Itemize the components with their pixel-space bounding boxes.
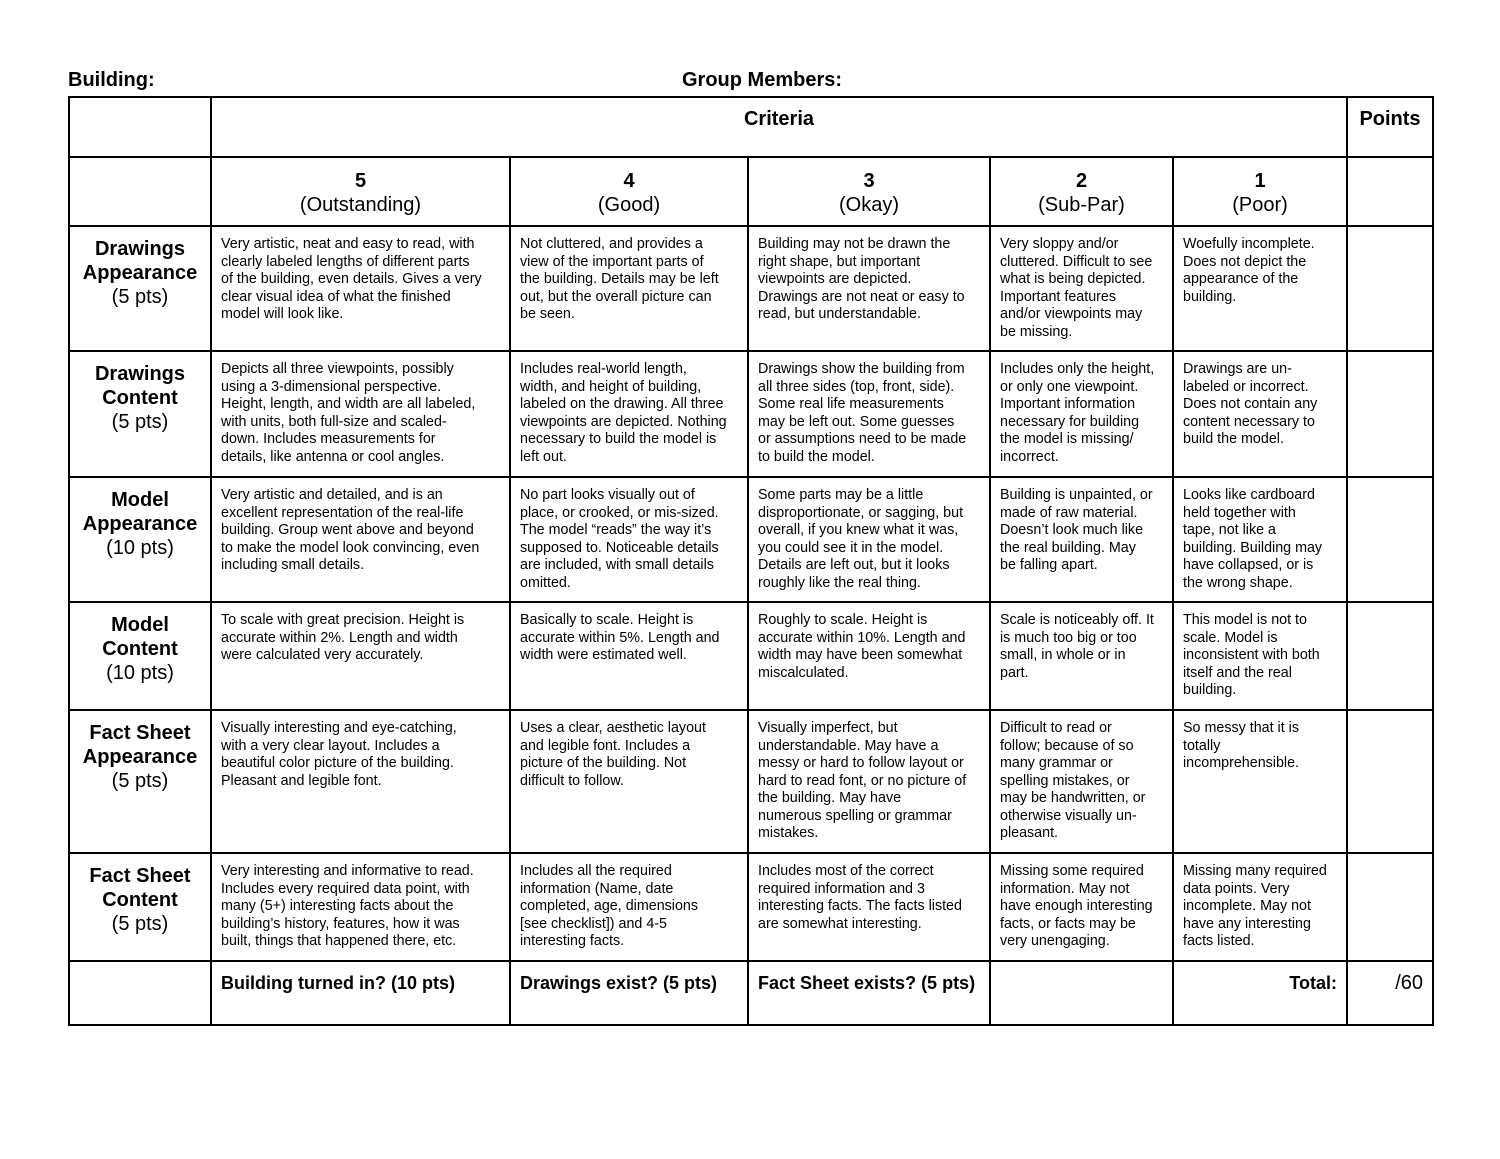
points-cell[interactable] bbox=[1347, 853, 1433, 961]
criterion-title: Fact Sheet Appearance bbox=[82, 722, 198, 768]
level-score: 3 bbox=[863, 170, 875, 192]
total-label: Total: bbox=[1173, 961, 1347, 1025]
criterion-label bbox=[69, 226, 211, 351]
fact-sheet-exists: Fact Sheet exists? (5 pts) bbox=[748, 961, 990, 1025]
criterion-description: Difficult to read or follow; because of so many grammar or spelling mistakes, or may be handwritten, or otherwise visually un- pleasant. bbox=[990, 710, 1173, 853]
rubric-row bbox=[69, 477, 1433, 602]
criterion-description: Woefully incomplete. Does not depict the appearance of the building. bbox=[1173, 226, 1347, 351]
criterion-description: Very artistic, neat and easy to read, with clearly labeled lengths of different parts of the building, even details. Gives a very clear visual idea of what the finished model will look like. bbox=[211, 226, 510, 351]
points-cell[interactable] bbox=[1347, 477, 1433, 602]
criterion-description: Basically to scale. Height is accurate within 5%. Length and width were estimated well. bbox=[510, 602, 748, 710]
rubric-row bbox=[69, 853, 1433, 961]
rubric-table bbox=[68, 96, 1434, 1026]
criterion-description: This model is not to scale. Model is inconsistent with both itself and the real building. bbox=[1173, 602, 1347, 710]
criterion-description: Depicts all three viewpoints, possibly using a 3-dimensional perspective. Height, length, and width are all labeled, with units, both full-size and scaled- down. Includes measurements for details, like antenna or cool angles. bbox=[211, 351, 510, 477]
criterion-description: Drawings show the building from all three sides (top, front, side). Some real life measurements may be left out. Some guesses or assumptions need to be made to build the model. bbox=[748, 351, 990, 477]
criterion-description: Building is unpainted, or made of raw material. Doesn’t look much like the real building. May be falling apart. bbox=[990, 477, 1173, 602]
criterion-points: (5 pts) bbox=[111, 913, 169, 935]
criterion-points: (5 pts) bbox=[111, 286, 169, 308]
total-value: /60 bbox=[1347, 961, 1433, 1025]
building-turned-in: Building turned in? (10 pts) bbox=[211, 961, 510, 1025]
criterion-points: (10 pts) bbox=[106, 537, 174, 559]
level-header bbox=[211, 157, 510, 226]
criterion-description: Scale is noticeably off. It is much too big or too small, in whole or in part. bbox=[990, 602, 1173, 710]
criterion-label bbox=[69, 477, 211, 602]
level-score: 5 bbox=[354, 170, 367, 192]
criterion-description: Roughly to scale. Height is accurate within 10%. Length and width may have been somewhat miscalculated. bbox=[748, 602, 990, 710]
criterion-points: (5 pts) bbox=[111, 411, 169, 433]
building-label: Building: bbox=[68, 69, 155, 91]
level-header bbox=[1173, 157, 1347, 226]
points-cell[interactable] bbox=[1347, 602, 1433, 710]
level-score: 4 bbox=[623, 170, 635, 192]
level-score: 2 bbox=[1075, 170, 1088, 192]
criterion-description: Includes only the height, or only one viewpoint. Important information necessary for building the model is missing/ incorrect. bbox=[990, 351, 1173, 477]
criterion-title: Fact Sheet Content bbox=[89, 865, 191, 911]
points-cell bbox=[1347, 157, 1433, 226]
empty-cell bbox=[69, 961, 211, 1025]
criterion-points: (10 pts) bbox=[106, 662, 174, 684]
criterion-title: Model Content bbox=[102, 614, 178, 660]
criterion-description: Visually imperfect, but understandable. May have a messy or hard to follow layout or hard to read font, or no picture of the building. May have numerous spelling or grammar mistakes. bbox=[748, 710, 990, 853]
criterion-points: (5 pts) bbox=[111, 770, 169, 792]
criteria-header: Criteria bbox=[211, 97, 1347, 157]
points-cell[interactable] bbox=[1347, 226, 1433, 351]
criterion-description: Building may not be drawn the right shape, but important viewpoints are depicted. Drawings are not neat or easy to read, but understandable. bbox=[748, 226, 990, 351]
criterion-description: Drawings are un- labeled or incorrect. Does not contain any content necessary to build the model. bbox=[1173, 351, 1347, 477]
criterion-description: Includes all the required information (Name, date completed, age, dimensions [see checklist]) and 4-5 interesting facts. bbox=[510, 853, 748, 961]
level-header bbox=[510, 157, 748, 226]
rubric-row bbox=[69, 351, 1433, 477]
criterion-label bbox=[69, 602, 211, 710]
points-header: Points bbox=[1347, 97, 1433, 157]
level-name: (Good) bbox=[597, 194, 661, 216]
criterion-title: Model Appearance bbox=[82, 489, 198, 535]
empty-cell bbox=[69, 157, 211, 226]
criterion-description: Some parts may be a little disproportionate, or sagging, but overall, if you knew what it was, you could see it in the model. Details are left out, but it looks roughly like the real thing. bbox=[748, 477, 990, 602]
criterion-description: So messy that it is totally incomprehensible. bbox=[1173, 710, 1347, 853]
level-header bbox=[990, 157, 1173, 226]
level-name: (Okay) bbox=[839, 194, 899, 216]
criterion-description: Uses a clear, aesthetic layout and legible font. Includes a picture of the building. Not difficult to follow. bbox=[510, 710, 748, 853]
criterion-description: Visually interesting and eye-catching, with a very clear layout. Includes a beautiful color picture of the building. Pleasant and legible font. bbox=[211, 710, 510, 853]
criterion-description: Very sloppy and/or cluttered. Difficult to see what is being depicted. Important features and/or viewpoints may be missing. bbox=[990, 226, 1173, 351]
criterion-label bbox=[69, 351, 211, 477]
group-members-label: Group Members: bbox=[682, 69, 843, 91]
criterion-title: Drawings Appearance bbox=[82, 238, 198, 284]
level-name: (Poor) bbox=[1232, 194, 1288, 216]
rubric-row bbox=[69, 602, 1433, 710]
criterion-description: Includes most of the correct required information and 3 interesting facts. The facts listed are somewhat interesting. bbox=[748, 853, 990, 961]
criterion-description: To scale with great precision. Height is accurate within 2%. Length and width were calculated very accurately. bbox=[211, 602, 510, 710]
criterion-description: Very artistic and detailed, and is an excellent representation of the real-life building. Group went above and beyond to make the model look convincing, even including small details. bbox=[211, 477, 510, 602]
criterion-description: No part looks visually out of place, or crooked, or mis-sized. The model “reads” the way it’s supposed to. Noticeable details are included, with small details omitted. bbox=[510, 477, 748, 602]
criterion-description: Missing many required data points. Very incomplete. May not have any interesting facts listed. bbox=[1173, 853, 1347, 961]
drawings-exist: Drawings exist? (5 pts) bbox=[510, 961, 748, 1025]
criterion-description: Missing some required information. May not have enough interesting facts, or facts may be very unengaging. bbox=[990, 853, 1173, 961]
level-name: (Outstanding) bbox=[299, 194, 422, 216]
empty-cell bbox=[990, 961, 1173, 1025]
rubric-row bbox=[69, 710, 1433, 853]
points-cell[interactable] bbox=[1347, 710, 1433, 853]
rubric-row bbox=[69, 226, 1433, 351]
corner-cell bbox=[69, 97, 211, 157]
criterion-description: Includes real-world length, width, and height of building, labeled on the drawing. All three viewpoints are depicted. Nothing necessary to build the model is left out. bbox=[510, 351, 748, 477]
criterion-description: Very interesting and informative to read. Includes every required data point, with many (5+) interesting facts about the building’s history, features, how it was built, things that happened there, etc. bbox=[211, 853, 510, 961]
level-name: (Sub-Par) bbox=[1038, 194, 1125, 216]
criterion-description: Looks like cardboard held together with tape, not like a building. Building may have collapsed, or is the wrong shape. bbox=[1173, 477, 1347, 602]
level-score: 1 bbox=[1254, 170, 1266, 192]
criterion-title: Drawings Content bbox=[94, 363, 186, 409]
points-cell[interactable] bbox=[1347, 351, 1433, 477]
criterion-label bbox=[69, 853, 211, 961]
criterion-label bbox=[69, 710, 211, 853]
criterion-description: Not cluttered, and provides a view of the important parts of the building. Details may be left out, but the overall picture can be seen. bbox=[510, 226, 748, 351]
level-header bbox=[748, 157, 990, 226]
